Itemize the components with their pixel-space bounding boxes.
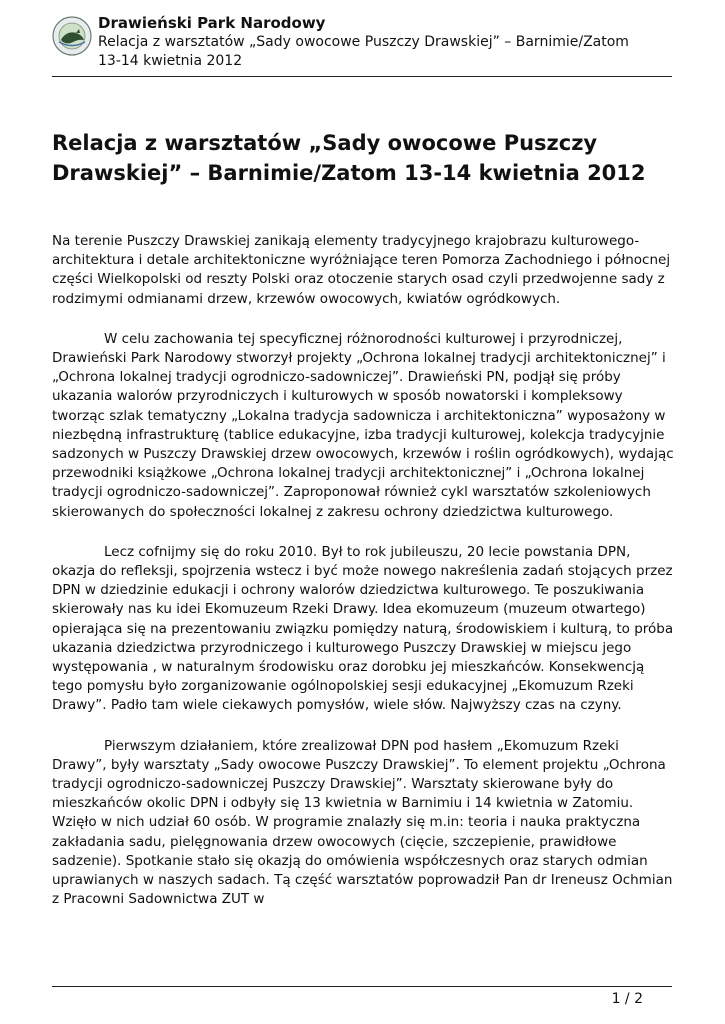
drawienski-park-logo-icon (52, 16, 92, 56)
article-paragraph-4: Pierwszym działaniem, które zrealizował DPN pod hasłem „Ekomuzum Rzeki Drawy”, były warsztaty „Sady owocowe Puszczy Drawskiej”. To element projektu „Ochrona tradycji ogrodniczo-sadowniczej Puszczy Drawskiej”. Warsztaty skierowane były do mieszkańców okolic DPN i odbyły się 13 kwietnia w Barnimiu i 14 kwietnia w Zatomiu. Wzięło w nich udział 60 osób. W programie znalazły się m.in: teoria i nauka praktyczna zakładania sadu, pielęgnowania drzew owocowych (cięcie, szczepienie, prawidłowe sadzenie). Spotkanie stało się okazją do omówienia współczesnych oraz starych odmian uprawianych w naszych sadach. Tą część warsztatów poprowadził Pan dr Ireneusz Ochmian z Pracowni Sadownictwa ZUT w (52, 737, 673, 908)
article-title: Relacja z warsztatów „Sady owocowe Puszczy Drawskiej” – Barnimie/Zatom 13-14 kwietnia 2012 (52, 131, 646, 185)
article-body (52, 232, 677, 931)
article-paragraph-1: Na terenie Puszczy Drawskiej zanikają elementy tradycyjnego krajobrazu kulturowego- architektura i detale architektoniczne wyróżniające teren Pomorza Zachodniego i północnej części Wielkopolski od reszty Polski oraz otoczenie starych osad czyli przedwojenne sady z rodzimymi odmianami drzew, krzewów owocowych, kwiatów ogródkowych. (52, 233, 671, 307)
page-number: 1 / 2 (611, 991, 643, 1007)
header-subtitle-line-1: Relacja z warsztatów „Sady owocowe Puszczy Drawskiej” – Barnimie/Zatom (98, 34, 629, 50)
header-divider (52, 76, 672, 77)
site-name: Drawieński Park Narodowy (98, 14, 326, 32)
header-text (98, 14, 672, 71)
page-header (52, 14, 672, 76)
article-paragraph-3: Lecz cofnijmy się do roku 2010. Był to rok jubileuszu, 20 lecie powstania DPN, okazja do refleksji, spojrzenia wstecz i być może nowego nakreślenia zadań stojących przez DPN w dziedzinie edukacji i ochrony walorów dziedzictwa kulturowego. Te poszukiwania skierowały nas ku idei Ekomuzeum Rzeki Drawy. Idea ekomuzeum (muzeum otwartego) opierająca się na prezentowaniu związku pomiędzy naturą, środowiskiem i kulturą, to próba ukazania dziedzictwa przyrodniczego i kulturowego Puszczy Drawskiej w miejscu jego występowania , w naturalnym środowisku oraz dorobku jej mieszkańców. Konsekwencją tego pomysłu było zorganizowanie ogólnopolskiej sesji edukacyjnej „Ekomuzum Rzeki Drawy”. Padło tam wiele ciekawych pomysłów, wiele słów. Najwyższy czas na czyny. (52, 543, 674, 714)
article-paragraph-2: W celu zachowania tej specyficznej różnorodności kulturowej i przyrodniczej, Drawieński Park Narodowy stworzył projekty „Ochrona lokalnej tradycji architektonicznej” i „Ochrona lokalnej tradycji ogrodniczo-sadowniczej”. Drawieński PN, podjął się próby ukazania walorów przyrodniczych i kulturowych w sposób nowatorski i kompleksowy tworząc szlak tematyczny „Lokalna tradycja sadownicza i architektoniczna” wyposażony w niezbędną infrastrukturę (tablice edukacyjne, izba tradycji kulturowej, kolekcja tradycyjnie sadzonych w Puszczy Drawskiej drzew owocowych, krzewów i roślin ogródkowych), wydając przewodniki książkowe „Ochrona lokalnej tradycji architektonicznej” i „Ochrona lokalnej tradycji ogrodniczo-sadowniczej”. Zaproponował również cykl warsztatów szkoleniowych skierowanych do społeczności lokalnej z zakresu ochrony dziedzictwa kulturowego. (52, 330, 674, 520)
footer-divider (52, 986, 672, 987)
header-subtitle-line-2: 13-14 kwietnia 2012 (98, 53, 243, 69)
